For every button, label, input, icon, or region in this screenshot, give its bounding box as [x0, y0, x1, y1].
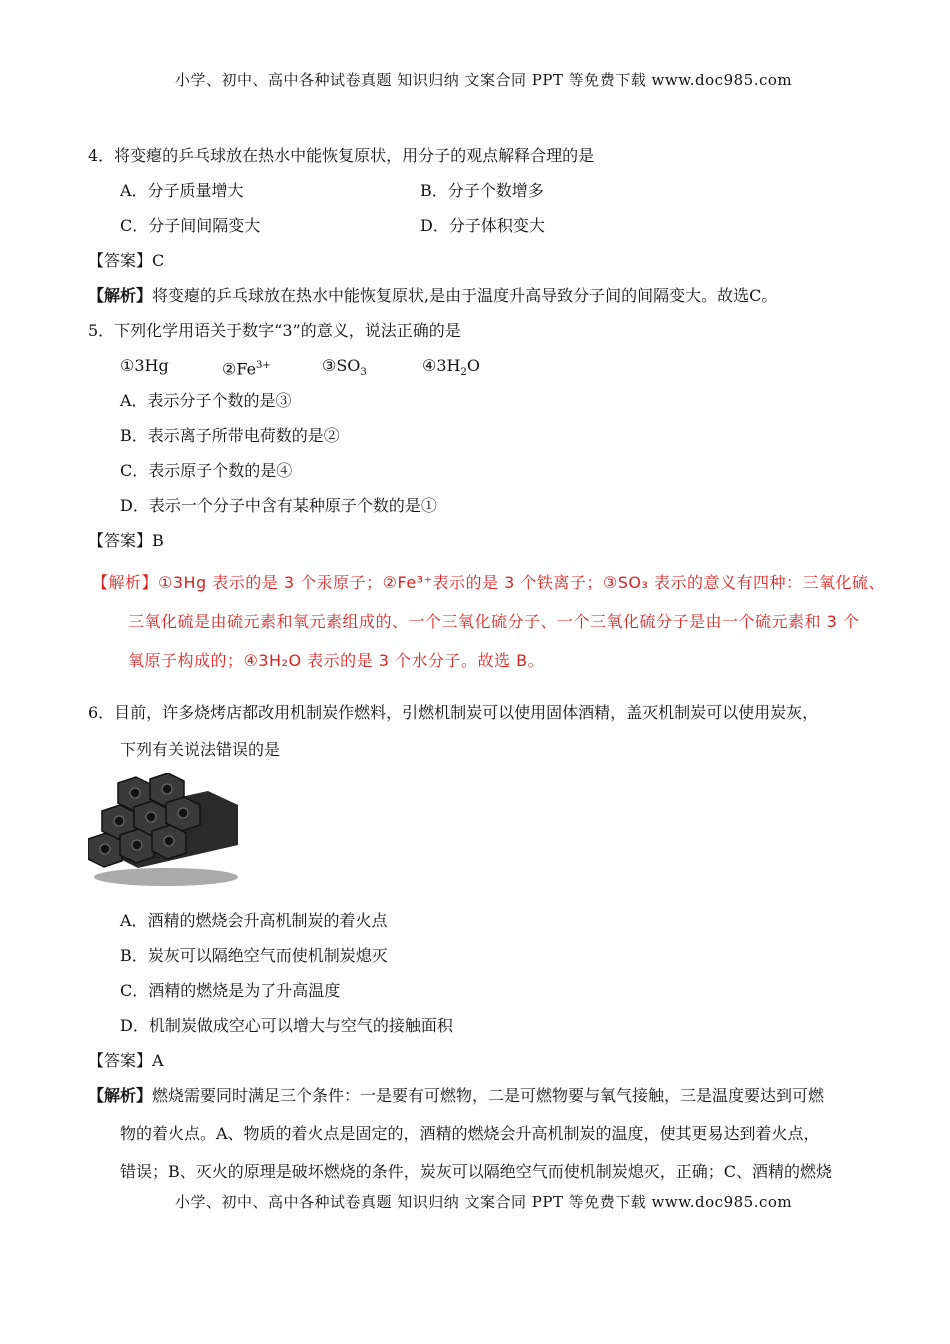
q6-analysis-line-3: 错误；B、灭火的原理是破坏燃烧的条件，炭灰可以隔绝空气而使机制炭熄灭，正确；C、酒精的燃烧: [120, 1162, 833, 1181]
q5-item-2-charge: 3+: [256, 360, 271, 371]
q5-item-3: [322, 356, 367, 383]
q5-item-4-tail: O: [466, 356, 480, 375]
q6-analysis-line-1: [88, 1086, 824, 1106]
q6-option-d: D．机制炭做成空心可以增大与空气的接触面积: [120, 1016, 453, 1035]
q5-option-b: B．表示离子所带电荷数的是②: [120, 426, 340, 445]
analysis-tag: 【解析】: [88, 1086, 153, 1105]
q6-analysis-line-2: 物的着火点。A、物质的着火点是固定的，酒精的燃烧会升高机制炭的温度，使其更易达到着火点，: [120, 1124, 820, 1143]
analysis-tag: 【解析】: [88, 286, 153, 305]
q6-option-b: B．炭灰可以隔绝空气而使机制炭熄灭: [120, 946, 388, 965]
q5-option-d: D．表示一个分子中含有某种原子个数的是①: [120, 496, 437, 515]
q5-analysis-line-1: 【解析】①3Hg 表示的是 3 个汞原子；②Fe³⁺表示的是 3 个铁离子；③SO₃ 表示的意义有四种：三氧化硫、: [92, 573, 885, 592]
q6-analysis-text: 燃烧需要同时满足三个条件：一是要有可燃物，二是可燃物要与氧气接触，三是温度要达到可燃: [152, 1086, 825, 1105]
q6-answer: 【答案】A: [88, 1051, 164, 1070]
q5-answer: 【答案】B: [88, 531, 164, 550]
q4-stem: 4．将变瘪的乒乓球放在热水中能恢复原状，用分子的观点解释合理的是: [88, 146, 595, 165]
q5-item-4-symbol: ④3H: [422, 356, 461, 375]
q5-item-2: [222, 356, 271, 379]
page-header: 小学、初中、高中各种试卷真题 知识归纳 文案合同 PPT 等免费下载 www.doc985.com: [175, 71, 793, 89]
q5-item-3-subscript: 3: [360, 367, 367, 379]
q6-stem-line-2: 下列有关说法错误的是: [120, 740, 281, 759]
q5-item-4: [422, 356, 480, 383]
q5-option-a: A．表示分子个数的是③: [120, 391, 292, 410]
q6-stem-line-1: 6．目前，许多烧烤店都改用机制炭作燃料，引燃机制炭可以使用固体酒精，盖灭机制炭可以使用炭灰，: [88, 703, 819, 722]
charcoal-briquettes-image: [88, 773, 240, 887]
q5-option-c: C．表示原子个数的是④: [120, 461, 293, 480]
q5-analysis-line-2: 三氧化硫是由硫元素和氧元素组成的、一个三氧化硫分子、一个三氧化硫分子是由一个硫元素和 3 个: [128, 612, 860, 631]
q4-option-b: B．分子个数增多: [420, 181, 544, 200]
q5-analysis-line-3: 氧原子构成的；④3H₂O 表示的是 3 个水分子。故选 B。: [128, 651, 545, 670]
q4-option-c: C．分子间间隔变大: [120, 216, 261, 235]
q4-answer: 【答案】C: [88, 251, 165, 270]
q5-item-1: ①3Hg: [120, 356, 169, 375]
page-footer: 小学、初中、高中各种试卷真题 知识归纳 文案合同 PPT 等免费下载 www.doc985.com: [175, 1193, 793, 1211]
q5-item-2-symbol: ②Fe: [222, 359, 257, 379]
q6-option-a: A．酒精的燃烧会升高机制炭的着火点: [120, 911, 388, 930]
q4-option-a: A．分子质量增大: [120, 181, 244, 200]
q5-item-3-symbol: ③SO: [322, 356, 361, 375]
q4-analysis: [88, 286, 777, 306]
q4-option-d: D．分子体积变大: [420, 216, 545, 235]
q4-analysis-text: 将变瘪的乒乓球放在热水中能恢复原状,是由于温度升高导致分子间的间隔变大。故选C。: [152, 286, 778, 305]
q5-stem: 5．下列化学用语关于数字“3”的意义，说法正确的是: [88, 321, 461, 340]
q5-item-4-subscript: 2: [460, 367, 467, 379]
q6-option-c: C．酒精的燃烧是为了升高温度: [120, 981, 341, 1000]
